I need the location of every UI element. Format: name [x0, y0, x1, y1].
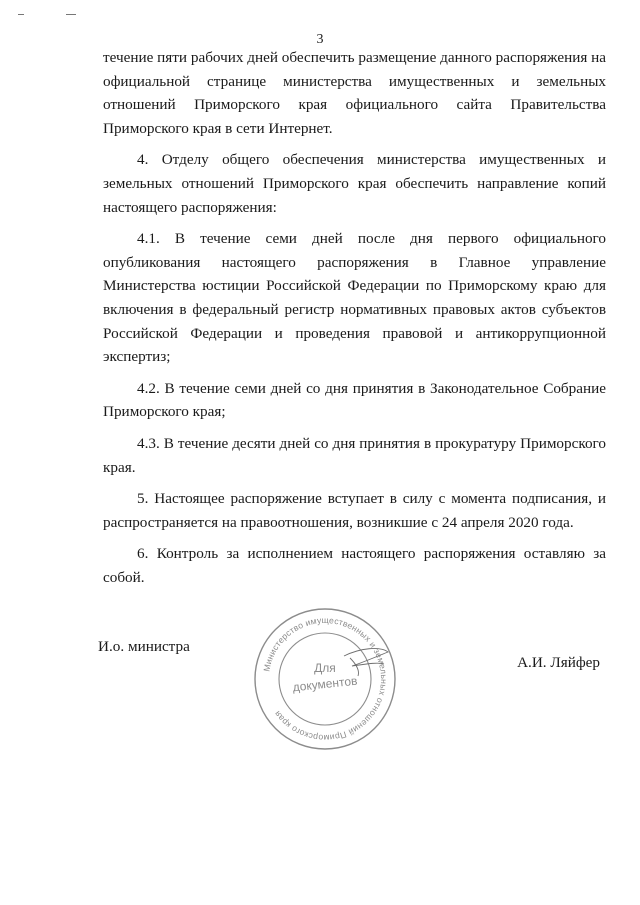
scan-artifact-right	[66, 14, 76, 15]
stamp-center-line2: документов	[292, 673, 358, 695]
scan-artifact-left	[18, 14, 24, 15]
paragraph-item-4-3: 4.3. В течение десяти дней со дня принятия в прокуратуру Приморского края.	[103, 434, 606, 476]
paragraph-item-5: 5. Настоящее распоряжение вступает в силу с момента подписания, и распространяется на правоотношения, возникшие с 24 апреля 2020 года.	[103, 490, 606, 531]
paragraph-item-4-1: 4.1. В течение семи дней после дня первого официального опубликования настоящего распоряжения в Главное управление Министерства юстиции Российской Федерации по Приморскому краю для включения в федеральный регистр нормативных правовых актов субъектов Российской Федерации и проведения правовой и антикоррупционной экспертиз;	[103, 230, 606, 366]
stamp-ring-text: Министерство имущественных и земельных отношений Приморского края	[261, 614, 390, 744]
stamp-center-line1: Для	[314, 661, 336, 675]
paragraph-item-6: 6. Контроль за исполнением настоящего распоряжения оставляю за собой.	[103, 545, 606, 586]
document-body	[103, 46, 606, 589]
paragraph-continuation: течение пяти рабочих дней обеспечить размещение данного распоряжения на официальной странице министерства имущественных и земельных отношений Приморского края официального сайта Правительства Приморского края в сети Интернет.	[103, 49, 606, 137]
paragraph-item-4-2: 4.2. В течение семи дней со дня принятия в Законодательное Собрание Приморского края;	[103, 379, 606, 421]
page-number: 3	[316, 32, 324, 47]
paragraph-item-4: 4. Отделу общего обеспечения министерства имущественных и земельных отношений Приморского края обеспечить направление копий настоящего распоряжения:	[103, 151, 606, 216]
official-stamp	[252, 606, 398, 752]
signature-role: И.о. министра	[98, 638, 190, 655]
signature-name: А.И. Ляйфер	[517, 654, 600, 671]
